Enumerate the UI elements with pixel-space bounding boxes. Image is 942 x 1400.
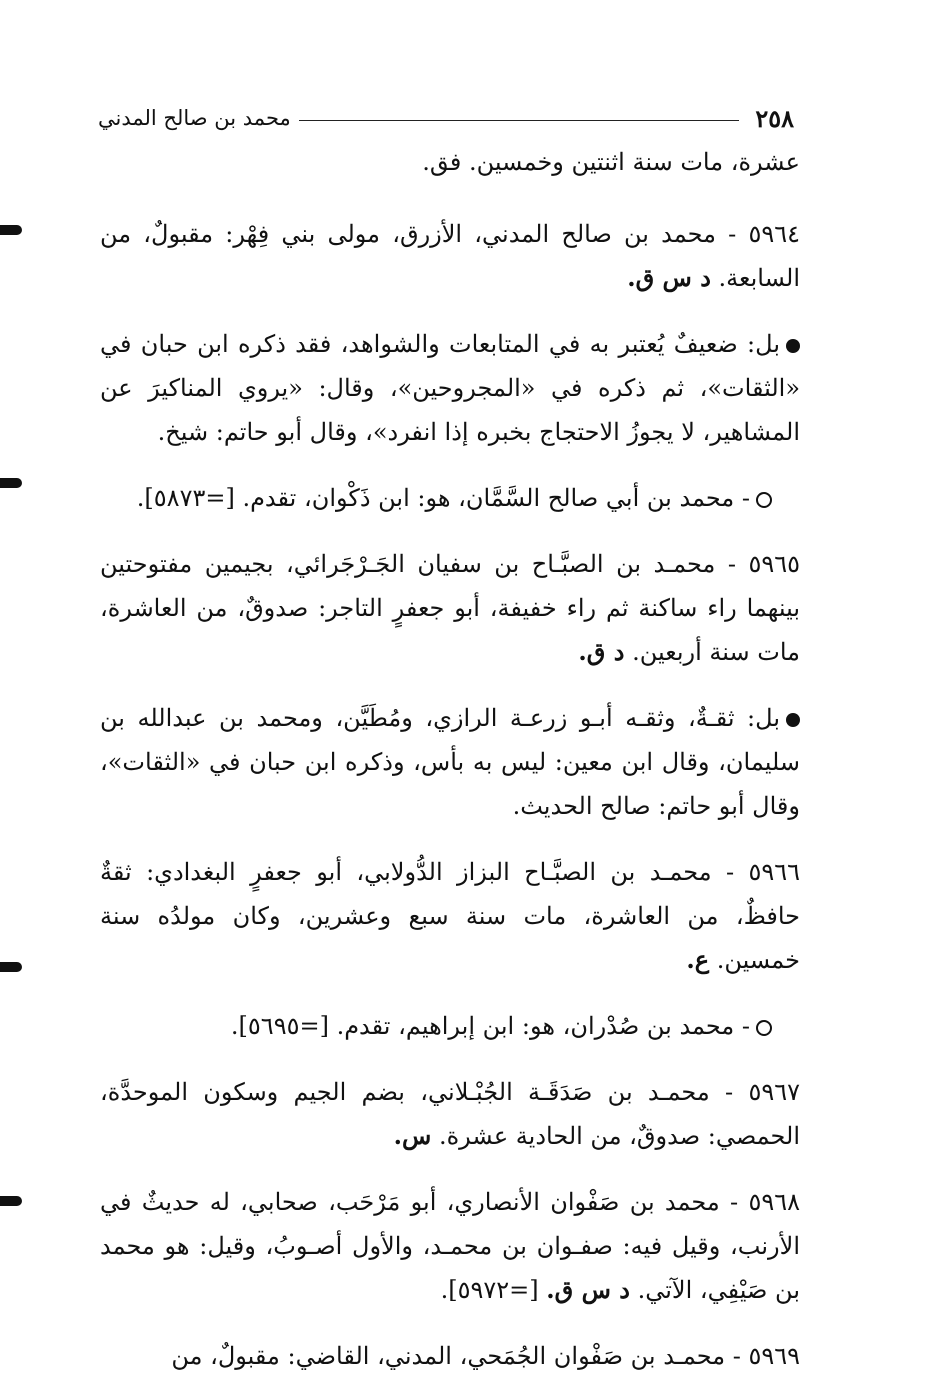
page-number: ٢٥٨ (755, 103, 794, 133)
page-header (98, 100, 794, 136)
entry-sigla: د س ق. (627, 263, 711, 292)
bullet-icon (786, 713, 800, 727)
entry-text: ٥٩٦٨ - محمد بن صَفْوان الأنصاري، أبو مَرْحَب، صحابي، له حديثٌ في الأرنب، وقيل فيه: صفـوان بن محمـد، والأول أصـوبُ، وقيل: هو محمد بن صَيْفِي، الآتي. (100, 1188, 800, 1304)
entry-text: ٥٩٦٧ - محمـد بن صَدَقَـة الجُبْـلاني، بضم الجيم وسكون الموحدَّة، الحمصي: صدوقٌ، من الحادية عشرة. (100, 1078, 800, 1150)
note-text: بل: ضعيفٌ يُعتبر به في المتابعات والشواهد، فقد ذكره ابن حبان في «الثقات»، ثم ذكره في «المجروحين»، وقال: «يروي المناكيرَ عن المشاهير، لا يجوزُ الاحتجاج بخبره إذا انفرد»، وقال أبو حاتم: شيخ. (100, 330, 800, 446)
margin-mark (0, 1196, 22, 1206)
entry-sigla: د ق. (578, 637, 625, 666)
circle-icon (756, 492, 772, 508)
circle-icon (756, 1020, 772, 1036)
entry-text: ٥٩٦٩ - محمـد بن صَفْوان الجُمَحي، المدني، القاضي: مقبولٌ، من (171, 1342, 800, 1370)
header-rule (299, 120, 740, 121)
entry-text: ٥٩٦٥ - محمـد بن الصبَّـاح بن سفيان الجَـرْجَرائي، بجيمين مفتوحتين بينهما راء ساكنة ثم راء خفيفة، أبو جعفرٍ التاجر: صدوقٌ، من العاشرة، مات سنة أربعين. (100, 550, 801, 666)
margin-mark (0, 962, 22, 972)
intro-text: عشرة، مات سنة اثنتين وخمسين. فق. (422, 148, 800, 176)
entry-sigla: س. (393, 1121, 432, 1150)
entry-text: ٥٩٦٤ - محمد بن صالح المدني، الأزرق، مولى بني فِهْر: مقبولٌ، من السابعة. (100, 220, 800, 292)
entry-xref: [=٥٩٧٢]. (440, 1276, 539, 1304)
entry-sigla: ع. (686, 945, 710, 974)
entry-5964 (100, 212, 800, 300)
ref-sudran (100, 1004, 800, 1048)
ref-abi-salih (100, 476, 800, 520)
margin-mark (0, 478, 22, 488)
running-title: محمد بن صالح المدني (98, 106, 291, 130)
entry-5966 (100, 850, 800, 982)
entry-5967 (100, 1070, 800, 1158)
note-5964 (100, 322, 800, 454)
entry-text: ٥٩٦٦ - محمـد بن الصبَّـاح البزاز الدُّولابي، أبو جعفرٍ البغدادي: ثقةٌ حافظٌ، من العاشرة، مات سنة سبع وعشرين، وكان مولدُه سنة خمسين. (100, 858, 801, 974)
intro-continuation (100, 140, 800, 184)
ref-text: - محمد بن أبي صالح السَّمَّان، هو: ابن ذَكْوان، تقدم. [=٥٨٧٣]. (136, 484, 750, 512)
margin-mark (0, 225, 22, 235)
note-5965 (100, 696, 800, 828)
entry-5965 (100, 542, 800, 674)
entry-5969 (100, 1334, 800, 1378)
note-text: بل: ثقـةٌ، وثقـه أبـو زرعـة الرازي، ومُطَيَّن، ومحمد بن عبدالله بن سليمان، وقال ابن معين: ليس به بأس، وذكره ابن حبان في «الثقات»، وقال أبو حاتم: صالح الحديث. (100, 704, 800, 820)
entry-sigla: د س ق. (546, 1275, 630, 1304)
page-body (100, 140, 800, 1400)
bullet-icon (786, 339, 800, 353)
entry-5968 (100, 1180, 800, 1312)
ref-text: - محمد بن صُدْران، هو: ابن إبراهيم، تقدم. [=٥٦٩٥]. (230, 1012, 750, 1040)
